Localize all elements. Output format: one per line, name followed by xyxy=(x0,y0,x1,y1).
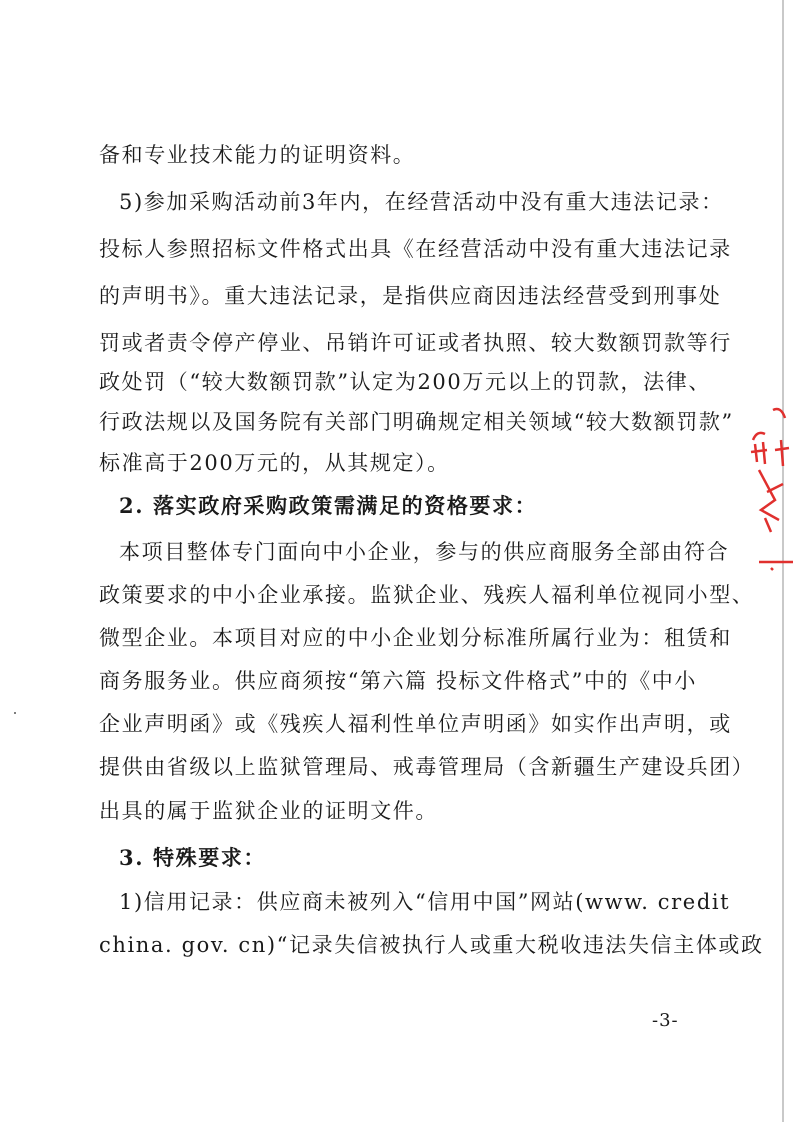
text-line: china. gov. cn)“记录失信被执行人或重大税收违法失信主体或政 xyxy=(99,933,764,957)
text-line: 微型企业。本项目对应的中小企业划分标准所属行业为：租赁和 xyxy=(99,626,732,650)
text-line: 罚或者责令停产停业、吊销许可证或者执照、较大数额罚款等行 xyxy=(99,331,732,355)
text-line: 投标人参照招标文件格式出具《在经营活动中没有重大违法记录 xyxy=(99,237,732,261)
text-line: 提供由省级以上监狱管理局、戒毒管理局（含新疆生产建设兵团） xyxy=(99,755,755,779)
text-line: 政处罚（“较大数额罚款”认定为200万元以上的罚款，法律、 xyxy=(99,370,711,394)
text-line: 本项目整体专门面向中小企业，参与的供应商服务全部由符合 xyxy=(119,540,730,564)
section-heading: 2. 落实政府采购政策需满足的资格要求： xyxy=(119,493,538,518)
scan-speck xyxy=(14,712,16,714)
text-line: 的声明书》。重大违法记录，是指供应商因违法经营受到刑事处 xyxy=(99,284,722,308)
text-line: 标准高于200万元的，从其规定）。 xyxy=(99,451,450,475)
text-line: 1)信用记录：供应商未被列入“信用中国”网站(www. credit xyxy=(119,890,731,914)
text-line: 备和专业技术能力的证明资料。 xyxy=(99,143,416,167)
section-heading: 3. 特殊要求： xyxy=(119,845,267,870)
text-line: 5)参加采购活动前3年内，在经营活动中没有重大违法记录： xyxy=(119,190,724,214)
text-line: 出具的属于监狱企业的证明文件。 xyxy=(99,799,438,823)
text-line: 商务服务业。供应商须按“第六篇 投标文件格式”中的《中小 xyxy=(99,669,697,693)
page-number: -3- xyxy=(652,1010,679,1031)
text-line: 政策要求的中小企业承接。监狱企业、残疾人福利单位视同小型、 xyxy=(99,583,755,607)
text-line: 企业声明函》或《残疾人福利性单位声明函》如实作出声明，或 xyxy=(99,712,732,736)
red-seal-icon xyxy=(745,400,793,590)
text-line: 行政法规以及国务院有关部门明确规定相关领域“较大数额罚款” xyxy=(99,410,734,434)
